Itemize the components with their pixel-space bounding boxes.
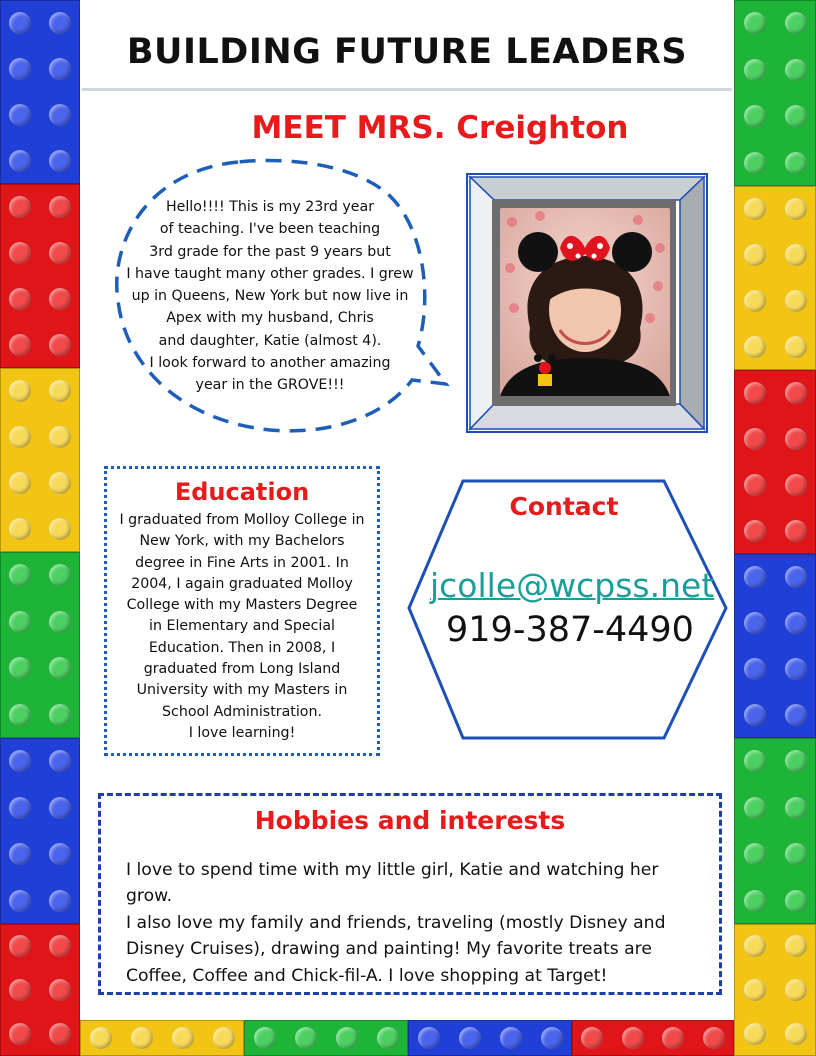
- intro-line: year in the GROVE!!!: [195, 377, 345, 394]
- contact-heading: Contact: [509, 492, 619, 521]
- education-line: degree in Fine Arts in 2001. In: [135, 554, 349, 571]
- education-line: Education. Then in 2008, I: [148, 639, 336, 656]
- education-line: School Administration.: [162, 703, 322, 720]
- education-line: New York, with my Bachelors: [139, 533, 345, 550]
- education-line: 2004, I again graduated Molloy: [131, 575, 353, 592]
- education-line: graduated from Long Island: [143, 661, 341, 678]
- intro-line: of teaching. I've been teaching: [159, 221, 381, 238]
- intro-line: Hello!!!! This is my 23rd year: [165, 199, 375, 215]
- intro-line: 3rd grade for the past 9 years but: [149, 243, 391, 260]
- page-title: BUILDING FUTURE LEADERS: [126, 32, 688, 72]
- education-line: I love learning!: [188, 724, 296, 741]
- hobbies-text: [126, 857, 706, 989]
- hobbies-line: Coffee, Coffee and Chick-fil-A. I love shopping at Target!: [126, 965, 608, 986]
- meet-heading: MEET MRS. Creighton: [251, 110, 629, 146]
- email-link[interactable]: jcolle@wcpss.net: [430, 566, 715, 605]
- education-line: I graduated from Molloy College in: [119, 512, 365, 528]
- education-line: in Elementary and Special: [149, 618, 335, 635]
- hobbies-line: Disney Cruises), drawing and painting! My favorite treats are: [126, 939, 652, 960]
- intro-line: up in Queens, New York but now live in: [131, 288, 409, 305]
- hobbies-line: I also love my family and friends, traveling (mostly Disney and: [126, 912, 666, 933]
- phone-number: 919-387-4490: [446, 610, 694, 650]
- education-line: University with my Masters in: [136, 682, 348, 699]
- education-line: College with my Masters Degree: [126, 597, 358, 614]
- intro-line: I look forward to another amazing: [149, 355, 391, 372]
- intro-line: I have taught many other grades. I grew: [126, 265, 414, 282]
- education-heading: Education: [174, 478, 310, 506]
- hobbies-heading: Hobbies and interests: [254, 806, 566, 835]
- intro-line: and daughter, Katie (almost 4).: [158, 332, 382, 349]
- hobbies-line: I love to spend time with my little girl, Katie and watching her grow.: [126, 860, 659, 907]
- intro-line: Apex with my husband, Chris: [166, 310, 374, 327]
